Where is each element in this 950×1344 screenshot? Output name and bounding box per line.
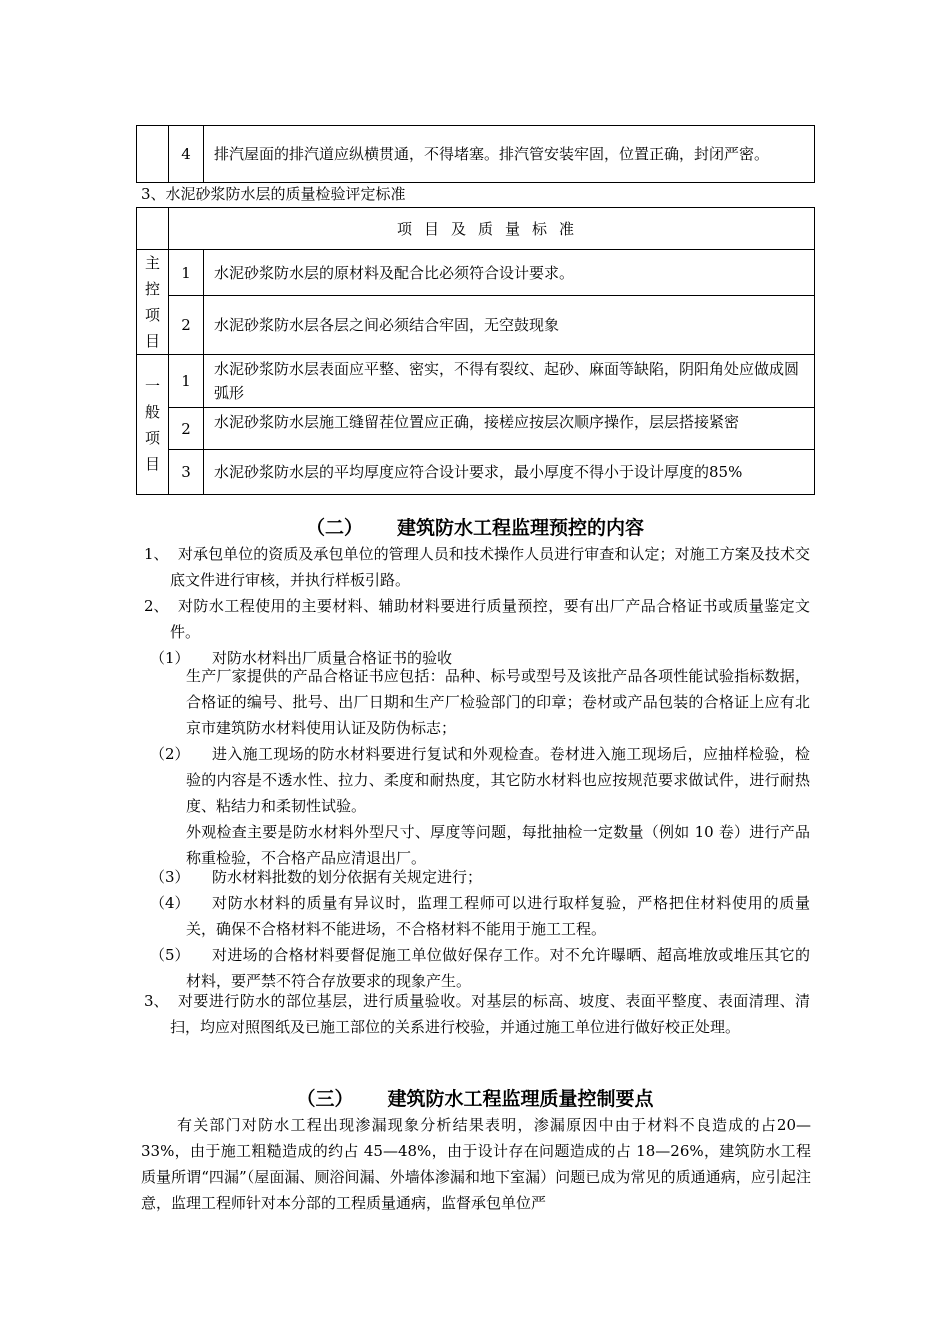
subitem-label: （4） (150, 894, 190, 912)
row-number: 4 (169, 126, 204, 183)
subitem-text: 进入施工现场的防水材料要进行复试和外观检查。卷材进入施工现场后，应抽样检验，检验的内容是不透水性、拉力、柔度和耐热度，其它防水材料也应按规范要求做试件，进行耐热度、粘结力和柔韧性试验。 (186, 745, 810, 815)
item-label: 3、 (144, 992, 169, 1010)
row-number: 2 (169, 296, 204, 355)
heading-number: （二） (305, 517, 363, 539)
item-text: 对要进行防水的部位基层，进行质量验收。对基层的标高、坡度、表面平整度、表面清理、清扫，均应对照图纸及已施工部位的关系进行校验，并通过施工单位进行做好校正处理。 (170, 992, 810, 1036)
heading-title: 建筑防水工程监理预控的内容 (397, 517, 645, 539)
subitem-label: （5） (150, 946, 190, 964)
item-text: 对防水工程使用的主要材料、辅助材料要进行质量预控，要有出厂产品合格证书或质量鉴定文件。 (170, 597, 810, 641)
row-text: 水泥砂浆防水层的原材料及配合比必须符合设计要求。 (204, 250, 815, 296)
subitem-text: 对防水材料出厂质量合格证书的验收 (212, 649, 453, 667)
section-caption: 3、水泥砂浆防水层的质量检验评定标准 (141, 185, 406, 203)
subitem-body: 生产厂家提供的产品合格证书应包括：品种、标号或型号及该批产品各项性能试验指标数据，合格证的编号、批号、出厂日期和生产厂检验部门的印章；卷材或产品包装的合格证上应有北京市建筑防水材料使用认证及防伪标志； (186, 667, 810, 737)
table-row (137, 250, 815, 296)
subitem-label: （2） (150, 745, 190, 763)
heading-title: 建筑防水工程监理质量控制要点 (387, 1088, 654, 1110)
table-row (137, 296, 815, 355)
heading-number: （三） (296, 1088, 354, 1110)
row-text: 水泥砂浆防水层的平均厚度应符合设计要求，最小厚度不得小于设计厚度的85% (204, 450, 815, 495)
table-header-row (137, 208, 815, 250)
item-label: 1、 (144, 545, 169, 563)
table-row (137, 450, 815, 495)
table-top (136, 125, 815, 183)
row-text: 水泥砂浆防水层各层之间必须结合牢固，无空鼓现象 (204, 296, 815, 355)
row-number: 3 (169, 450, 204, 495)
row-text: 排汽屋面的排汽道应纵横贯通，不得堵塞。排汽管安装牢固，位置正确，封闭严密。 (204, 126, 815, 183)
table-criteria (136, 207, 815, 495)
row-number: 1 (169, 250, 204, 296)
empty-category-cell (137, 126, 169, 183)
row-number: 2 (169, 408, 204, 450)
category-main: 主控项目 (137, 250, 169, 355)
table-row (137, 355, 815, 408)
table-header: 项目及质量标准 (169, 208, 815, 250)
section-heading-2 (0, 513, 950, 540)
subitem-body: 外观检查主要是防水材料外型尺寸、厚度等问题，每批抽检一定数量（例如 10 卷）进行产品称重检验，不合格产品应清退出厂。 (186, 823, 810, 867)
subitem-label: （1） (150, 649, 190, 667)
row-text: 水泥砂浆防水层施工缝留茬位置应正确，接槎应按层次顺序操作，层层搭接紧密 (204, 408, 815, 450)
item-text: 对承包单位的资质及承包单位的管理人员和技术操作人员进行审查和认定；对施工方案及技术交底文件进行审核，并执行样板引路。 (170, 545, 810, 589)
section-heading-3 (0, 1084, 950, 1111)
category-general: 一般项目 (137, 355, 169, 495)
row-number: 1 (169, 355, 204, 408)
header-blank (137, 208, 169, 250)
subitem-text: 对防水材料的质量有异议时，监理工程师可以进行取样复验，严格把住材料使用的质量关，确保不合格材料不能进场，不合格材料不能用于施工工程。 (186, 894, 810, 938)
row-text: 水泥砂浆防水层表面应平整、密实，不得有裂纹、起砂、麻面等缺陷，阴阳角处应做成圆弧形 (204, 355, 815, 408)
table-row (137, 126, 815, 183)
subitem-label: （3） (150, 868, 190, 886)
subitem-text: 防水材料批数的划分依据有关规定进行； (212, 868, 483, 886)
item-label: 2、 (144, 597, 169, 615)
subitem-text: 对进场的合格材料要督促施工单位做好保存工作。对不允许曝晒、超高堆放或堆压其它的材料，要严禁不符合存放要求的现象产生。 (186, 946, 810, 990)
table-row (137, 408, 815, 450)
body-paragraph: 有关部门对防水工程出现渗漏现象分析结果表明，渗漏原因中由于材料不良造成的占20—33%，由于施工粗糙造成的约占 45—48%，由于设计存在问题造成的占 18—26%，建筑防水工程质量所谓“四漏”（屋面漏、厕浴间漏、外墙体渗漏和地下室漏）问题已成为常见的质通通病，应引起注意，监理工程师针对本分部的工程质量通病，监督承包单位严 (141, 1116, 811, 1212)
